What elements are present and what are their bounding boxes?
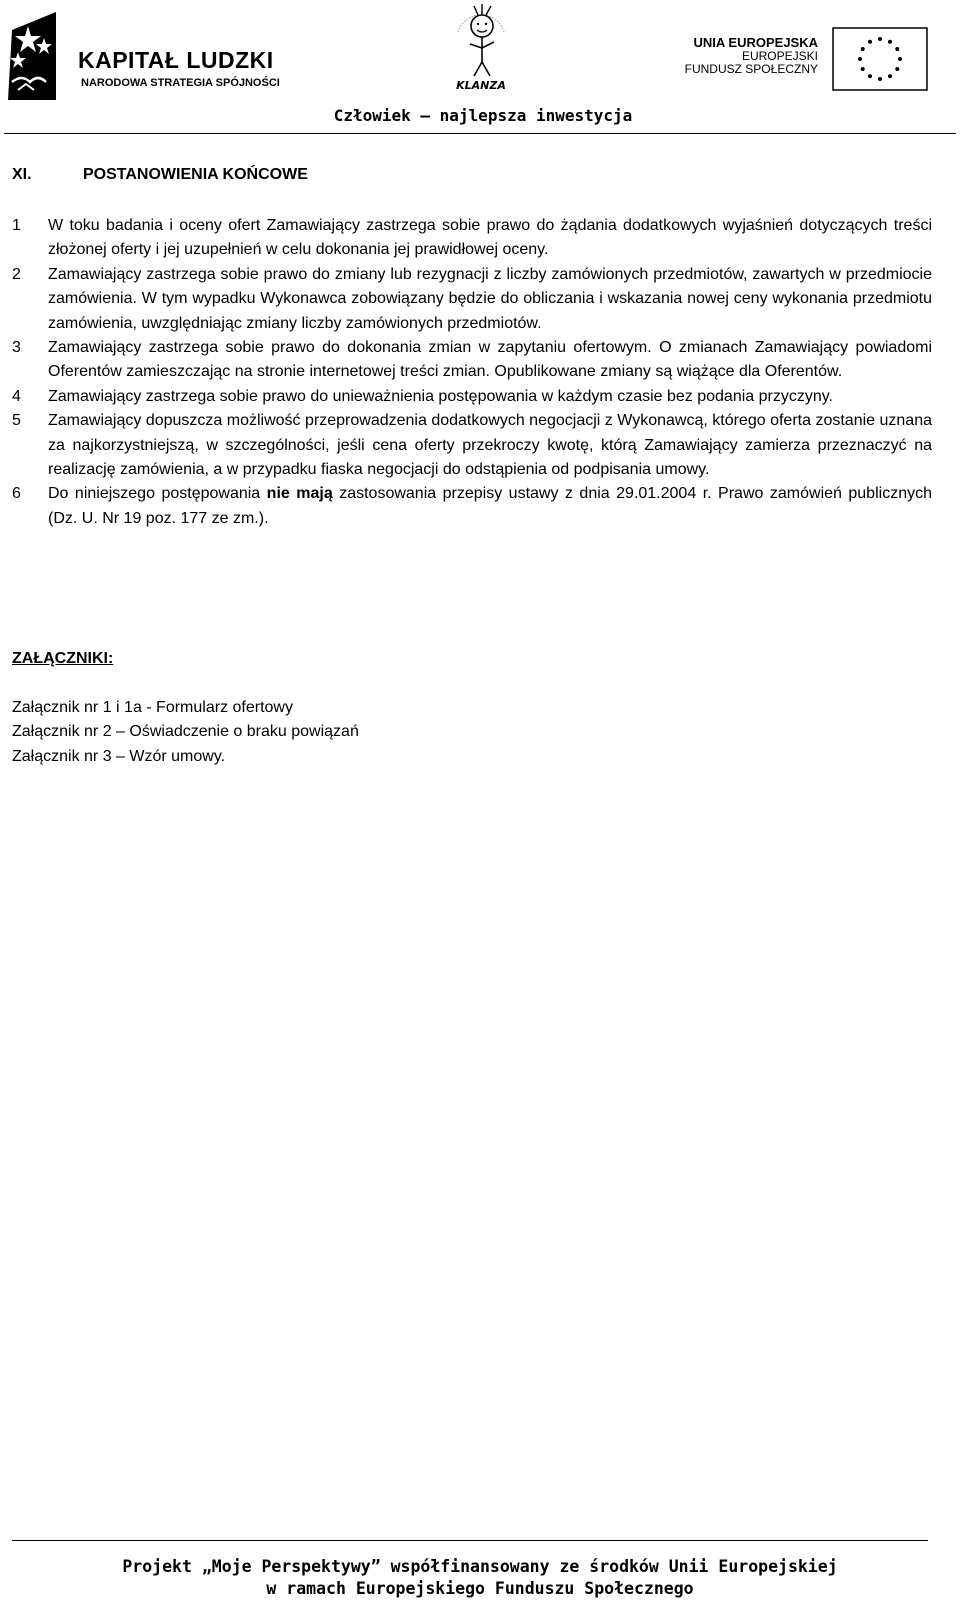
- attachments-list: [12, 696, 359, 769]
- header-divider: [4, 133, 956, 134]
- item-text-part: Zamawiający zastrzega sobie prawo do zmiany lub rezygnacji z liczby zamówionych przedmiotów, zawartych w przedmiocie zamówienia. W tym wypadku Wykonawca zobowiązany będzie do obliczania i wskazania nowej ceny wykonania przedmiotu zamówienia, uwzględniając zmiany liczby zamówionych przedmiotów.: [48, 265, 932, 332]
- eu-logo-text: [685, 36, 818, 77]
- eu-line-3: FUNDUSZ SPOŁECZNY: [684, 62, 818, 76]
- item-number: 3: [12, 339, 21, 357]
- eu-line-1: UNIA EUROPEJSKA: [693, 35, 818, 50]
- eu-flag-icon: [832, 27, 928, 91]
- item-text: [48, 385, 932, 409]
- section-title: POSTANOWIENIA KOŃCOWE: [83, 166, 308, 183]
- list-item: [12, 482, 932, 531]
- item-text-part: Zamawiający zastrzega sobie prawo do dokonania zmian w zapytaniu ofertowym. O zmianach Zamawiający powiadomi Oferentów zamieszczając na stronie internetowej treści zmian. Opublikowane zmiany są wiążące dla Oferentów.: [48, 339, 932, 381]
- item-text-part: Zamawiający zastrzega sobie prawo do unieważnienia postępowania w każdym czasie bez podania przyczyny.: [48, 387, 833, 405]
- klanza-logo: [444, 0, 518, 96]
- footer-divider: [12, 1540, 928, 1541]
- item-text-part: Zamawiający dopuszcza możliwość przeprowadzenia dodatkowych negocjacji z Wykonawcą, którego oferta zostanie uznana za najkorzystniejszą, w szczególności, jeśli cena oferty przekroczy kwotę, którą Zamawiający zamierza przeznaczyć na realizację zamówienia, a w przypadku fiaska negocjacji do odstąpienia od podpisania umowy.: [48, 412, 932, 479]
- attachment-item: Załącznik nr 3 – Wzór umowy.: [12, 747, 226, 765]
- eu-line-2: EUROPEJSKI: [741, 48, 818, 63]
- item-number: 5: [12, 412, 21, 430]
- item-text: [48, 409, 932, 482]
- list-item: [12, 385, 932, 409]
- kapital-ludzki-title: KAPITAŁ LUDZKI: [78, 47, 274, 73]
- section-number: XI.: [12, 166, 32, 183]
- kapital-ludzki-emblem-icon: [4, 12, 76, 102]
- provisions-list: [12, 214, 932, 531]
- item-number: 1: [12, 217, 21, 234]
- kapital-ludzki-logo: [4, 12, 284, 102]
- list-item: [12, 336, 932, 385]
- attachment-item: Załącznik nr 2 – Oświadczenie o braku powiązań: [12, 723, 359, 741]
- footer-line-2: w ramach Europejskiego Funduszu Społecznego: [266, 1579, 694, 1598]
- attachment-item: Załącznik nr 1 i 1a - Formularz ofertowy: [12, 699, 293, 716]
- header-tagline: [0, 106, 960, 125]
- list-item: [12, 409, 932, 482]
- item-number: 2: [12, 265, 21, 283]
- item-number: 6: [12, 485, 21, 503]
- footer-line-1: Projekt „Moje Perspektywy” współfinansowany ze środków Unii Europejskiej: [122, 1557, 838, 1576]
- eu-logo: [684, 24, 928, 94]
- item-text: [48, 336, 932, 385]
- attachments-heading: ZAŁĄCZNIKI:: [12, 650, 114, 667]
- list-item: [12, 214, 932, 263]
- item-text-part: Do niniejszego postępowania: [48, 485, 267, 503]
- kapital-ludzki-subtitle: NARODOWA STRATEGIA SPÓJNOŚCI: [81, 77, 280, 89]
- item-text: [48, 482, 932, 531]
- section-heading: [12, 166, 308, 184]
- item-text: [48, 214, 932, 263]
- item-text-bold: nie mają: [266, 485, 333, 503]
- list-item: [12, 263, 932, 336]
- item-number: 4: [12, 387, 21, 405]
- item-text: [48, 263, 932, 336]
- tagline-text: Człowiek – najlepsza inwestycja: [333, 106, 633, 125]
- item-text-part: zastosowania przepisy ustawy z dnia 29.01.2004 r. Prawo zamówień publicznych (Dz. U. Nr 19 poz. 177 ze zm.).: [48, 485, 932, 527]
- klanza-label: KLANZA: [456, 79, 506, 92]
- page-header: [0, 0, 960, 132]
- page-footer: [0, 1556, 960, 1600]
- klanza-figure-icon: [444, 0, 518, 96]
- item-text-part: W toku badania i oceny ofert Zamawiający zastrzega sobie prawo do żądania dodatkowych wyjaśnień dotyczących treści złożonej oferty i jej uzupełnień w celu dokonania jej prawidłowej oceny.: [48, 217, 932, 259]
